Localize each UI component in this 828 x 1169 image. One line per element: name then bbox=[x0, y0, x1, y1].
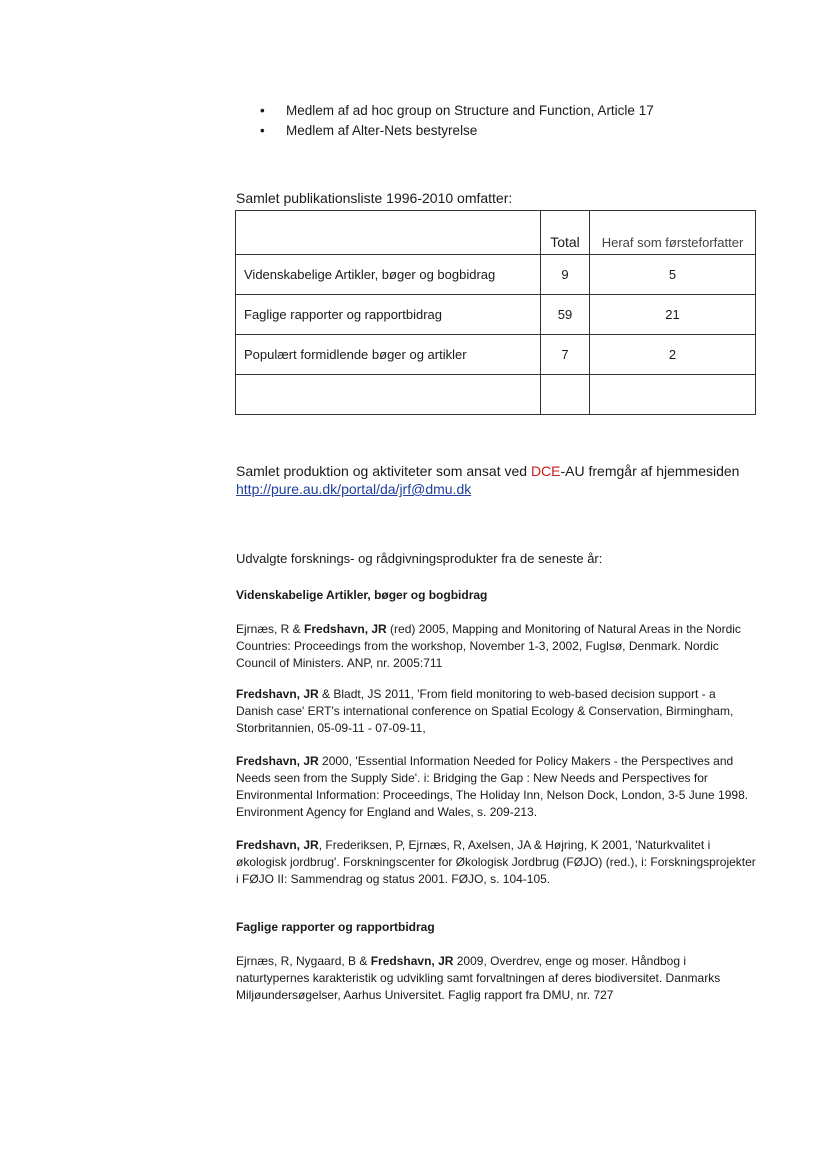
table-row bbox=[236, 295, 756, 335]
selected-products-heading: Udvalgte forsknings- og rådgivningsprodukter fra de seneste år: bbox=[236, 551, 603, 566]
table-row bbox=[236, 255, 756, 295]
table-header-cell bbox=[236, 211, 541, 255]
table-cell: Videnskabelige Artikler, bøger og bogbidrag bbox=[236, 255, 541, 295]
reference-item: Ejrnæs, R, Nygaard, B & Fredshavn, JR 2009, Overdrev, enge og moser. Håndbog i naturtypernes karakteristik og udvikling samt forvaltningen af deres biodiversitet. Danmarks Miljøundersøgelser, Aarhus Universitet. Faglig rapport fra DMU, nr. 727 bbox=[236, 954, 721, 1002]
publication-table bbox=[235, 210, 756, 415]
portal-link[interactable]: http://pure.au.dk/portal/da/jrf@dmu.dk bbox=[236, 481, 472, 497]
table-cell: 5 bbox=[590, 255, 756, 295]
bullet-icon: • bbox=[260, 123, 265, 138]
table-cell: Faglige rapporter og rapportbidrag bbox=[236, 295, 541, 335]
table-header-row bbox=[236, 211, 756, 255]
table-cell: 9 bbox=[541, 255, 590, 295]
table-row bbox=[236, 335, 756, 375]
section-title-reports: Faglige rapporter og rapportbidrag bbox=[236, 920, 435, 934]
publist-heading: Samlet publikationsliste 1996-2010 omfatter: bbox=[236, 190, 513, 206]
table-cell: 7 bbox=[541, 335, 590, 375]
table-cell: Populært formidlende bøger og artikler bbox=[236, 335, 541, 375]
table-cell: 59 bbox=[541, 295, 590, 335]
table-cell: 2 bbox=[590, 335, 756, 375]
table-cell: 21 bbox=[590, 295, 756, 335]
production-paragraph: Samlet produktion og aktiviteter som ansat ved DCE-AU fremgår af hjemmesiden http://pure.au.dk/portal/da/jrf@dmu.dk bbox=[236, 463, 740, 497]
section-title-scientific: Videnskabelige Artikler, bøger og bogbidrag bbox=[236, 588, 488, 602]
list-item: • Medlem af ad hoc group on Structure and Function, Article 17 bbox=[258, 101, 654, 121]
table-header-first-author: Heraf som førsteforfatter bbox=[590, 211, 756, 255]
list-item: • Medlem af Alter-Nets bestyrelse bbox=[258, 121, 654, 141]
reference-item: Ejrnæs, R & Fredshavn, JR (red) 2005, Mapping and Monitoring of Natural Areas in the Nordic Countries: Proceedings from the workshop, November 1-3, 2002, Fuglsø, Denmark. Nordic Council of Ministers. ANP, nr. 2005:711 bbox=[236, 622, 741, 670]
membership-list bbox=[258, 101, 654, 141]
dce-highlight: DCE bbox=[530, 463, 561, 479]
table-row-empty bbox=[236, 375, 756, 415]
reference-item: Fredshavn, JR 2000, 'Essential Information Needed for Policy Makers - the Perspectives and Needs seen from the Supply Side'. i: Bridging the Gap : New Needs and Perspectives for Environmental Information: Proceedings, The Holiday Inn, Nelson Dock, London, 3-5 June 1998. Environment Agency for England and Wales, s. 209-213. bbox=[236, 754, 749, 819]
table-header-total: Total bbox=[541, 211, 590, 255]
reference-item: Fredshavn, JR & Bladt, JS 2011, 'From field monitoring to web-based decision support - a Danish case' ERT's international conference on Spatial Ecology & Conservation, Birmingham, Storbritannien, 05-09-11 - 07-09-11, bbox=[236, 687, 734, 735]
reference-item: Fredshavn, JR, Frederiksen, P, Ejrnæs, R, Axelsen, JA & Højring, K 2001, 'Naturkvalitet i økologisk jordbrug'. Forskningscenter for Økologisk Jordbrug (FØJO) (red.), i: Forskningsprojekter i FØJO II: Sammendrag og status 2001. FØJO, s. 104-105. bbox=[236, 838, 756, 886]
bullet-icon: • bbox=[260, 103, 265, 118]
